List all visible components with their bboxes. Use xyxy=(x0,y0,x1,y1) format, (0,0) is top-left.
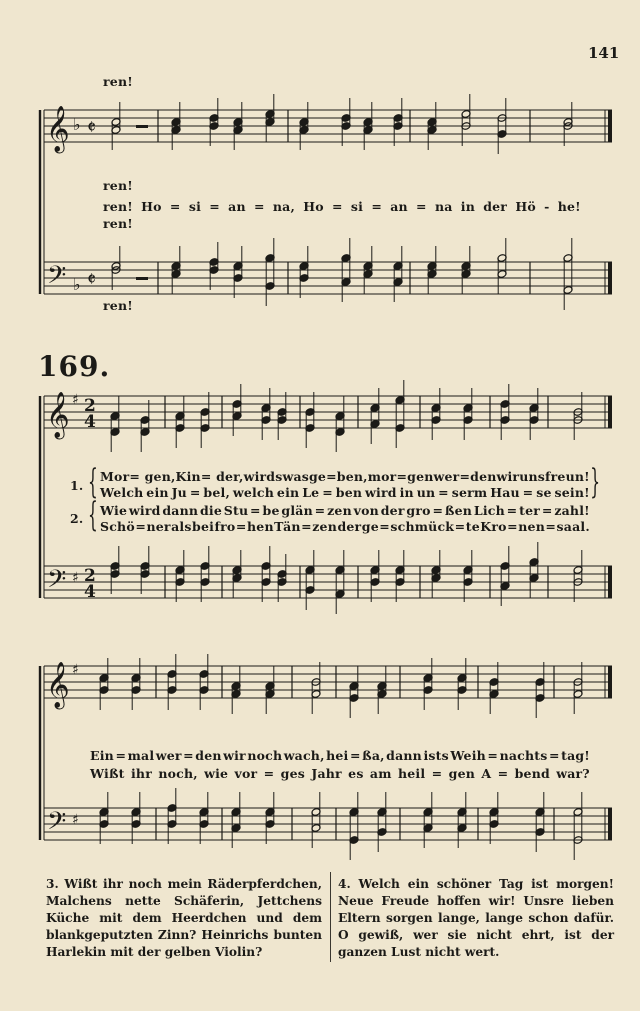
lyric-syllable: = xyxy=(416,199,427,214)
verse1b-syllable: un xyxy=(416,485,436,500)
bass-clef: 𝄢 xyxy=(47,565,67,600)
row2-line2-syllable: = xyxy=(431,766,443,781)
row2-line2-syllable: ges xyxy=(280,766,306,781)
verse1a-syllable: = xyxy=(326,469,337,484)
final-barline xyxy=(608,666,612,698)
common-time: 𝄵 xyxy=(87,267,96,291)
row2-line1-syllable: Ein xyxy=(90,748,114,763)
row2-line1-syllable: hei xyxy=(326,748,349,763)
verse2b-syllable: = xyxy=(545,519,557,534)
verse-3-text: 3. Wißt ihr noch mein Räderpferdchen, Malchens nette Schäferin, Jettchens Küche mit dem Heerdchen und dem blankgeputzten Zinn? Heinrichs bunten Harlekin mit der gelben Violin? xyxy=(46,877,322,959)
verse2a-syllable: zen xyxy=(327,503,352,518)
row2-line1-syllable: tag! xyxy=(561,748,590,763)
lyric-syllable: - xyxy=(544,199,550,214)
verse1a-syllable: den xyxy=(470,469,497,484)
lyric-syllable: = xyxy=(209,199,220,214)
verse1b-syllable: Le xyxy=(302,485,320,500)
verse2b-syllable: ge xyxy=(361,519,379,534)
verse1a-syllable: ben, xyxy=(336,469,368,484)
verse1b-syllable: bel, xyxy=(203,485,230,500)
verse1a-syllable: = gen, xyxy=(129,469,176,484)
verse2a-syllable: von xyxy=(353,503,379,518)
verse1b-syllable: Hau xyxy=(490,485,520,500)
bass-clef: 𝄢 xyxy=(47,261,67,296)
flat-sign: ♭ xyxy=(73,115,81,134)
row2-line1-syllable: wir xyxy=(223,748,246,763)
lyric-syllable: he! xyxy=(557,199,581,214)
final-barline xyxy=(608,808,612,840)
row2-line2-syllable: am xyxy=(369,766,392,781)
verse2a-syllable: Stu xyxy=(223,503,249,518)
half-rest xyxy=(136,277,148,280)
row2-line2-syllable: = xyxy=(263,766,275,781)
verse2a-syllable: Wie xyxy=(100,503,128,518)
verse2b-syllable: Kro xyxy=(480,519,507,534)
final-barline xyxy=(608,396,612,428)
lyric-verse1-line-b xyxy=(100,485,590,500)
verse1b-syllable: sein! xyxy=(554,485,590,500)
verse2b-syllable: ner xyxy=(146,519,171,534)
row2-line2-syllable: A xyxy=(481,766,492,781)
verse1a-syllable: ge xyxy=(308,469,327,484)
verse-divider xyxy=(330,872,331,962)
verse1a-syllable: gen xyxy=(407,469,434,484)
row2-line1-syllable: = xyxy=(548,748,560,763)
sharp-sign: ♯ xyxy=(72,662,79,678)
verse2a-syllable: ter xyxy=(519,503,541,518)
row2-line2-syllable: noch, xyxy=(158,766,198,781)
verse2a-syllable: be xyxy=(262,503,280,518)
verse2a-syllable: glän xyxy=(281,503,313,518)
final-barline xyxy=(608,566,612,598)
sharp-sign: ♯ xyxy=(72,392,79,408)
row2-line2-syllable: war? xyxy=(556,766,590,781)
lyric-syllable: = xyxy=(371,199,382,214)
lyric-syllable: = xyxy=(332,199,343,214)
verse2b-syllable: te xyxy=(465,519,480,534)
verse2b-syllable: = xyxy=(507,519,518,534)
time-signature: 2 xyxy=(84,566,96,586)
verse1b-syllable: in xyxy=(399,485,414,500)
verse2a-syllable: = xyxy=(541,503,553,518)
verse1a-syllable: wer xyxy=(433,469,460,484)
row2-line1-syllable: mal xyxy=(127,748,155,763)
row2-line1-syllable: = xyxy=(349,748,361,763)
sharp-sign: ♯ xyxy=(72,812,79,828)
bass-clef: 𝄢 xyxy=(47,807,67,842)
verse1b-syllable: welch xyxy=(232,485,275,500)
lyric-syllable: na, xyxy=(272,199,295,214)
lyric-syllable: an xyxy=(228,199,246,214)
lyric-syllable: Ho xyxy=(303,199,324,214)
verse1b-syllable: = xyxy=(189,485,201,500)
verse-1-brace: { xyxy=(88,462,98,502)
row2-line1-syllable: ßa, xyxy=(362,748,385,763)
verse2b-syllable: nen xyxy=(518,519,545,534)
verse2a-syllable: wird xyxy=(128,503,161,518)
half-rest xyxy=(136,125,148,128)
row2-line1-syllable: = xyxy=(115,748,127,763)
lyric-syllable: si xyxy=(350,199,364,214)
lyric-syllable: = xyxy=(169,199,181,214)
verse2b-syllable: = xyxy=(454,519,466,534)
verse1a-syllable: freun! xyxy=(545,469,590,484)
common-time: 𝄵 xyxy=(87,115,96,139)
time-signature: 2 xyxy=(84,396,96,416)
lyric-ren-3: ren! xyxy=(103,216,133,231)
verse2b-syllable: fro xyxy=(214,519,236,534)
verse2b-syllable: als xyxy=(171,519,192,534)
verse2b-syllable: = xyxy=(235,519,247,534)
verse1a-syllable: Kin xyxy=(175,469,201,484)
lyric-syllable: Hö xyxy=(515,199,536,214)
verse1b-syllable: Welch xyxy=(100,485,144,500)
verse2a-syllable: ßen xyxy=(444,503,473,518)
lyric-row2-line2 xyxy=(90,766,590,781)
verse1a-syllable: mor xyxy=(367,469,397,484)
verse2a-syllable: die xyxy=(199,503,222,518)
verse1a-syllable: wir xyxy=(496,469,520,484)
lyric-verse2-line-a xyxy=(100,503,590,518)
verse2a-syllable: Lich xyxy=(473,503,505,518)
verse1b-syllable: serm xyxy=(451,485,488,500)
verse2b-syllable: der xyxy=(337,519,362,534)
lyric-syllable: an xyxy=(390,199,408,214)
verse2b-syllable: hen xyxy=(247,519,274,534)
row2-line1-syllable: noch xyxy=(247,748,283,763)
row2-line2-syllable: gen xyxy=(448,766,476,781)
verse2a-syllable: = xyxy=(314,503,326,518)
verse1b-syllable: ein xyxy=(276,485,300,500)
verse2a-syllable: gro xyxy=(406,503,431,518)
verse1b-syllable: = xyxy=(322,485,333,500)
page-number: 141 xyxy=(588,44,620,62)
flat-sign: ♭ xyxy=(73,275,81,294)
verse2a-syllable: dann xyxy=(162,503,199,518)
treble-clef: 𝄞 xyxy=(46,392,70,438)
row2-line2-syllable: = xyxy=(497,766,509,781)
row2-line2-syllable: es xyxy=(348,766,364,781)
hymn-number: 169. xyxy=(38,350,111,383)
lyric-verse1-line-a xyxy=(100,469,590,484)
verse2a-syllable: = xyxy=(250,503,261,518)
lyric-row2-line1 xyxy=(90,748,590,763)
lyric-ren-1: ren! xyxy=(103,178,133,193)
treble-clef: 𝄞 xyxy=(46,662,70,708)
row2-line1-syllable: wer xyxy=(155,748,182,763)
verse2a-syllable: zahl! xyxy=(554,503,590,518)
row2-line2-syllable: wie xyxy=(204,766,229,781)
verse2a-syllable: = xyxy=(506,503,518,518)
row2-line1-syllable: dann xyxy=(386,748,422,763)
row2-line1-syllable: den xyxy=(195,748,222,763)
lyric-syllable: der xyxy=(483,199,508,214)
row2-line1-syllable: Weih xyxy=(450,748,486,763)
verse1b-syllable: wird xyxy=(365,485,397,500)
verse2a-syllable: = xyxy=(432,503,444,518)
lyric-hosianna-line xyxy=(103,199,581,214)
verse1a-syllable: Mor xyxy=(100,469,130,484)
verse2b-syllable: = xyxy=(379,519,390,534)
lyric-ren-top: ren! xyxy=(103,74,133,89)
verse2b-syllable: Schö xyxy=(100,519,135,534)
row2-line2-syllable: Wißt xyxy=(90,766,125,781)
verse2b-syllable: zen xyxy=(312,519,337,534)
lyric-syllable: Ho xyxy=(141,199,162,214)
verse1b-syllable: Ju xyxy=(171,485,187,500)
time-signature: 4 xyxy=(84,412,96,432)
lyric-ren-bottom: ren! xyxy=(103,298,133,313)
treble-clef: 𝄞 xyxy=(46,106,70,152)
lyric-verse2-line-b xyxy=(100,519,590,534)
verse1a-syllable: = xyxy=(396,469,408,484)
verse2b-syllable: schmück xyxy=(390,519,455,534)
row2-line1-syllable: = xyxy=(487,748,499,763)
time-signature: 4 xyxy=(84,582,96,602)
row2-line1-syllable: ists xyxy=(423,748,449,763)
verse2b-syllable: = xyxy=(135,519,146,534)
verse-2-number: 2. xyxy=(70,511,84,526)
verse-2-brace: { xyxy=(88,495,98,535)
row2-line2-syllable: bend xyxy=(514,766,550,781)
lyric-syllable: in xyxy=(460,199,475,214)
verse1a-syllable: uns xyxy=(519,469,546,484)
verse1b-syllable: ben xyxy=(335,485,363,500)
verse-1-brace-right: { xyxy=(590,462,600,502)
verse2a-syllable: der xyxy=(380,503,405,518)
lyric-syllable: na xyxy=(434,199,453,214)
verse1b-syllable: = xyxy=(438,485,449,500)
row2-line1-syllable: = xyxy=(183,748,194,763)
verse1b-syllable: ein xyxy=(146,485,169,500)
row2-line2-syllable: ihr xyxy=(130,766,152,781)
verse-1-number: 1. xyxy=(70,478,84,493)
verse1a-syllable: = der, xyxy=(200,469,244,484)
row2-line2-syllable: vor xyxy=(234,766,258,781)
final-barline xyxy=(608,110,612,142)
sharp-sign: ♯ xyxy=(72,570,79,586)
verse2b-syllable: = xyxy=(301,519,312,534)
verse1b-syllable: = xyxy=(522,485,534,500)
verse2b-syllable: bei xyxy=(192,519,215,534)
verse2b-syllable: saal. xyxy=(556,519,590,534)
row2-line1-syllable: nachts xyxy=(499,748,548,763)
final-barline xyxy=(608,262,612,294)
verse1a-syllable: = xyxy=(459,469,471,484)
lyric-syllable: ren! xyxy=(103,199,133,214)
verse1b-syllable: se xyxy=(536,485,552,500)
row2-line2-syllable: Jahr xyxy=(311,766,342,781)
row2-line2-syllable: heil xyxy=(397,766,426,781)
lyric-syllable: si xyxy=(188,199,202,214)
verse1a-syllable: was xyxy=(282,469,309,484)
verse2b-syllable: Tän xyxy=(274,519,301,534)
lyric-syllable: = xyxy=(253,199,265,214)
verse-4-text: 4. Welch ein schöner Tag ist morgen! Neue Freude hoffen wir! Unsre lieben Eltern sorgen lange, lange schon dafür. O gewiß, wer sie nicht ehrt, ist der ganzen Lust nicht wert. xyxy=(338,877,614,959)
verse1a-syllable: wirds xyxy=(243,469,283,484)
row2-line1-syllable: wach, xyxy=(283,748,325,763)
